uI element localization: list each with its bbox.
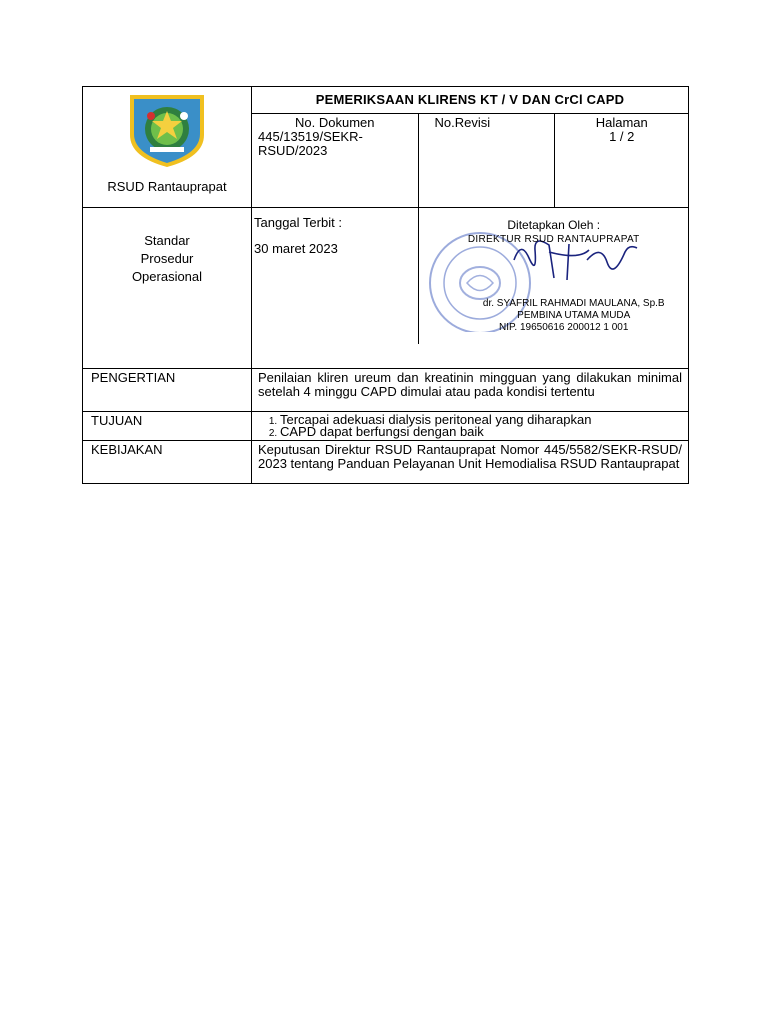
sop-label: Standar Prosedur Operasional [131,233,203,284]
section-label: KEBIJAKAN [83,441,252,484]
section-row-tujuan [83,412,689,441]
sop-info-cell [252,208,689,369]
issued-date: 30 maret 2023 [254,241,338,256]
approver-name: dr. SYAFRIL RAHMADI MAULANA, Sp.B [482,298,665,309]
approval-cell [418,208,689,344]
hospital-logo [126,91,208,169]
approver-title: DIREKTUR RSUD RANTAUPRAPAT [467,234,640,245]
sop-document [82,86,688,484]
sop-row [83,208,689,369]
doc-info-table [252,114,689,207]
section-row-pengertian [83,369,689,412]
sop-info-table [252,208,689,344]
issued-label: Tanggal Terbit : [254,215,342,230]
doc-number-value: 445/13519/SEKR-RSUD/2023 [258,129,363,158]
list-item: 2. CAPD dapat berfungsi dengan baik [280,426,682,438]
institution-name: RSUD Rantauprapat [107,179,227,194]
issued-cell [252,208,418,344]
sop-table [82,86,689,484]
list-item: 1. Tercapai adekuasi dialysis peritoneal yang diharapkan [280,414,682,426]
doc-number-label: No. Dokumen [295,115,375,130]
section-content: Penilaian kliren ureum dan kreatinin mingguan yang dilakukan minimal setelah 4 minggu CAPD dimulai atau pada kondisi tertentu [252,369,689,412]
section-row-kebijakan [83,441,689,484]
logo-cell [83,87,252,208]
approver-nip: NIP. 19650616 200012 1 001 [499,322,629,332]
approved-label: Ditetapkan Oleh : [507,218,601,232]
sop-label-cell [83,208,252,369]
doc-number-cell [252,114,418,207]
page-label: Halaman [595,115,648,130]
page-value: 1 / 2 [609,129,635,144]
document-title: PEMERIKSAAN KLIRENS KT / V DAN CrCl CAPD [252,87,689,114]
page-cell [554,114,689,207]
revision-label: No.Revisi [434,115,491,130]
section-content: Keputusan Direktur RSUD Rantauprapat Nomor 445/5582/SEKR-RSUD/ 2023 tentang Panduan Pelayanan Unit Hemodialisa RSUD Rantauprapat [252,441,689,484]
section-label: PENGERTIAN [83,369,252,412]
approver-rank: PEMBINA UTAMA MUDA [517,310,631,321]
signature-block [419,208,690,332]
doc-info-cell [252,114,689,208]
section-label: TUJUAN [83,412,252,441]
revision-cell [418,114,554,207]
header-row [83,87,689,114]
objectives-list [258,414,682,438]
section-content [252,412,689,441]
